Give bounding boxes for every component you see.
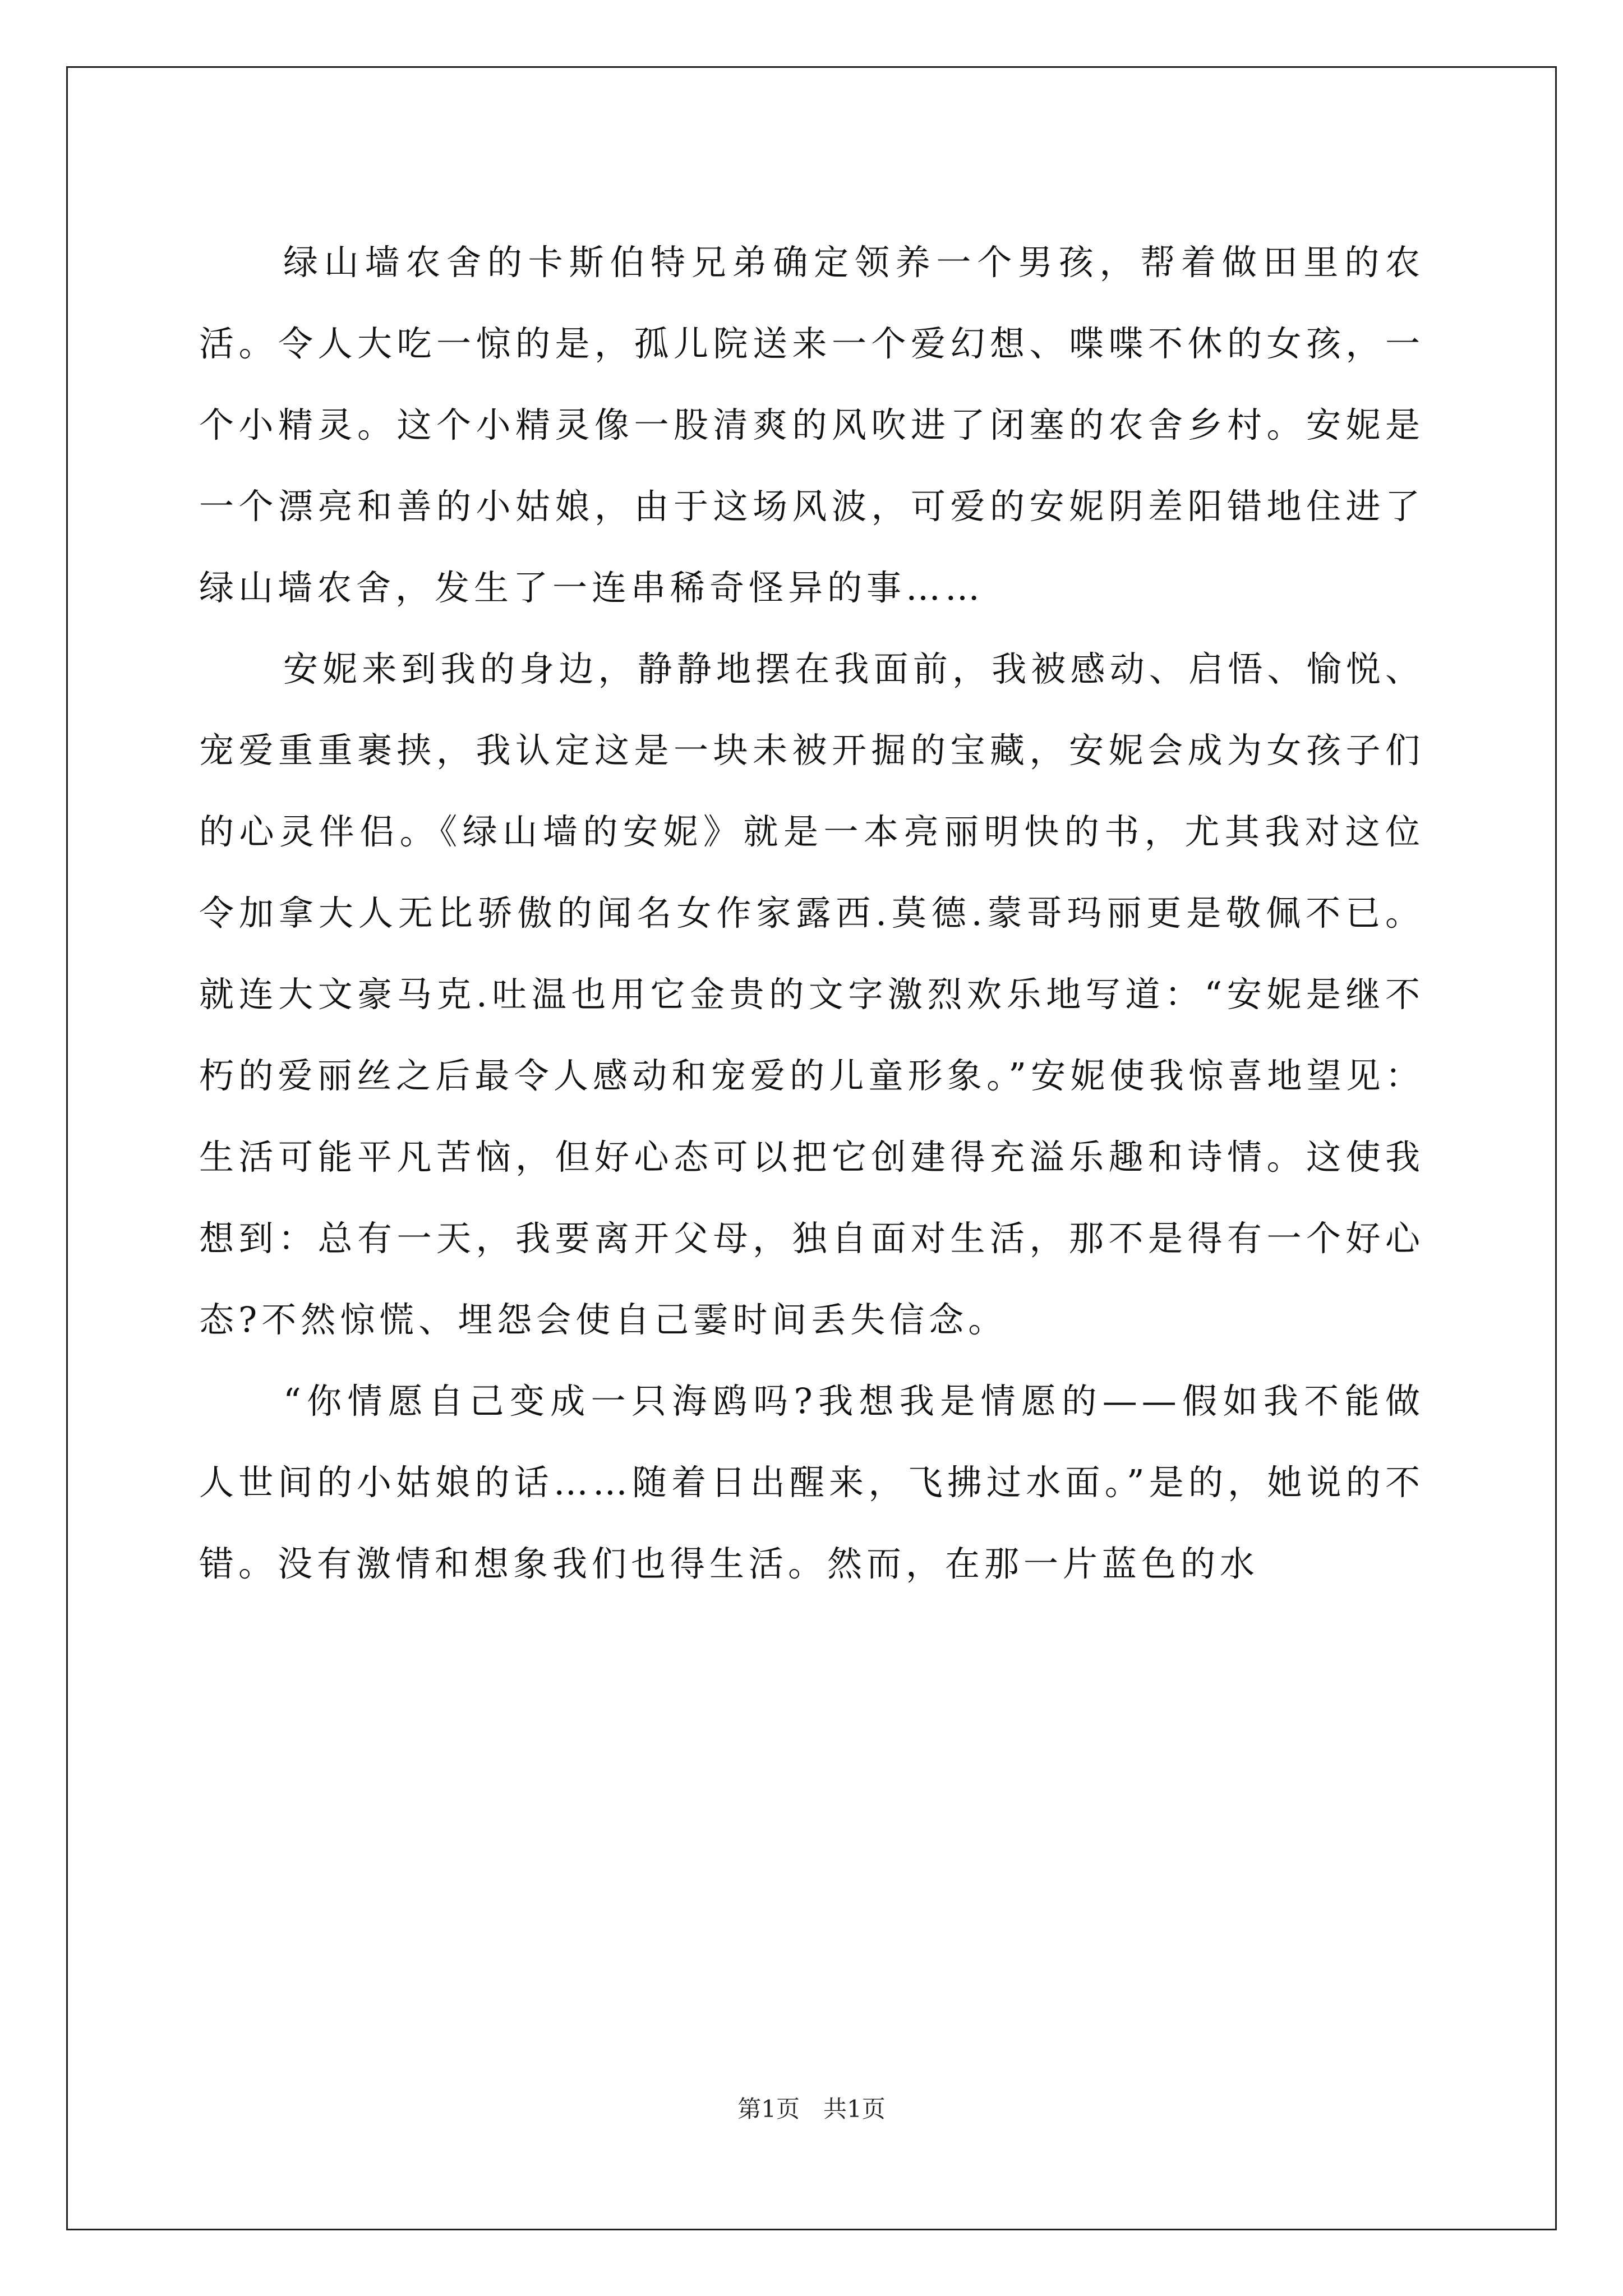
paragraph-1: 绿山墙农舍的卡斯伯特兄弟确定领养一个男孩，帮着做田里的农活。令人大吃一惊的是，孤儿院送来一个爱幻想、喋喋不休的女孩，一个小精灵。这个小精灵像一股清爽的风吹进了闭塞的农舍乡村。安妮是一个漂亮和善的小姑娘，由于这场风波，可爱的安妮阴差阳错地住进了绿山墙农舍，发生了一连串稀奇怪异的事…… [199,242,1424,608]
page-number-footer: 第1页 共1页 [737,2095,886,2123]
paragraph-3: “你情愿自己变成一只海鸥吗?我想我是情愿的——假如我不能做人世间的小姑娘的话……随着日出醒来，飞拂过水面。”是的，她说的不错。没有激情和想象我们也得生活。然而，在那一片蓝色的水 [199,1381,1424,1584]
document-body [199,222,1424,1604]
paragraph-2: 安妮来到我的身边，静静地摆在我面前，我被感动、启悟、愉悦、宠爱重重裹挟，我认定这是一块未被开掘的宝藏，安妮会成为女孩子们的心灵伴侣。《绿山墙的安妮》就是一本亮丽明快的书，尤其我对这位令加拿大人无比骄傲的闻名女作家露西.莫德.蒙哥玛丽更是敬佩不已。就连大文豪马克.吐温也用它金贵的文字激烈欢乐地写道：“安妮是继不朽的爱丽丝之后最令人感动和宠爱的儿童形象。”安妮使我惊喜地望见：生活可能平凡苦恼，但好心态可以把它创建得充溢乐趣和诗情。这使我想到：总有一天，我要离开父母，独自面对生活，那不是得有一个好心态?不然惊慌、埋怨会使自己霎时间丢失信念。 [199,648,1424,1340]
